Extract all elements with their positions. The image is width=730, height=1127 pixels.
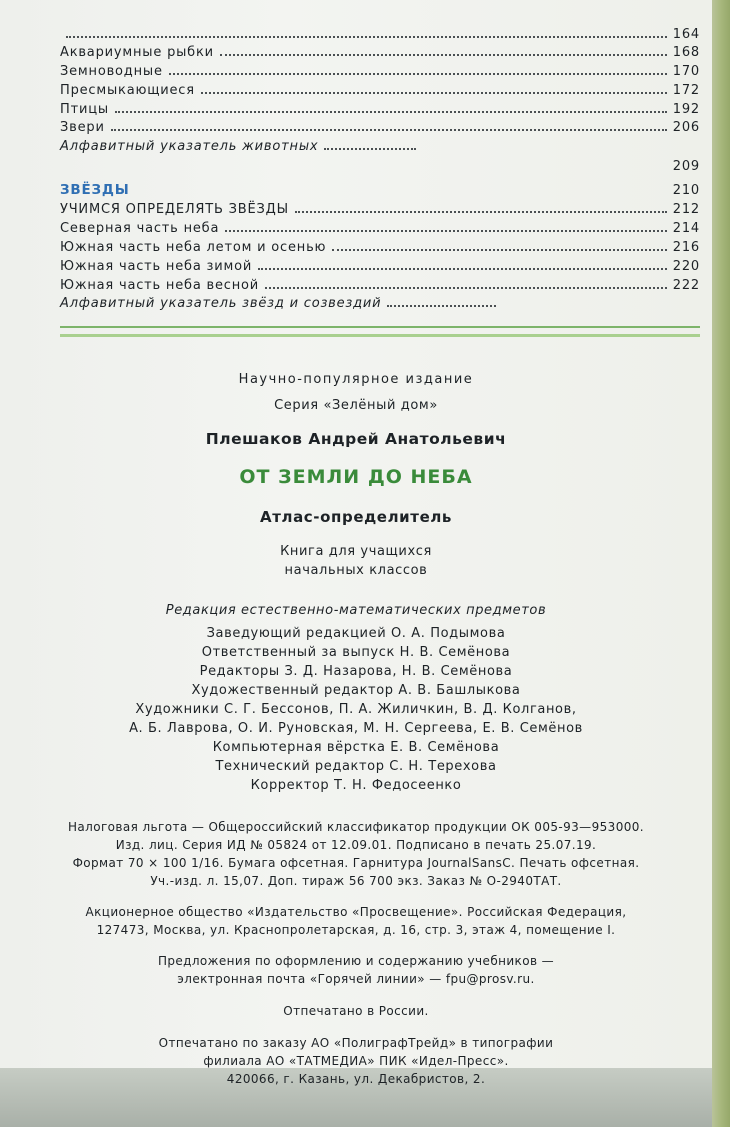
toc-page-number: 168 [672,45,700,60]
toc-row [60,235,700,255]
toc-row [60,154,700,174]
toc-page-number: 220 [672,259,700,274]
credit-line: Художественный редактор А. В. Башлыкова [191,683,521,698]
toc-row [60,291,700,311]
credit-line: Корректор Т. Н. Федосеенко [250,778,462,793]
toc-label: Южная часть неба весной [60,278,260,293]
toc-page-number: 209 [672,159,700,174]
toc-label: Южная часть неба зимой [60,259,253,274]
toc-label: УЧИМСЯ ОПРЕДЕЛЯТЬ ЗВЁЗДЫ [60,202,289,217]
printer-line: 420066, г. Казань, ул. Декабристов, 2. [226,1072,486,1086]
toc-leader-dots [295,211,667,213]
toc-label: Пресмыкающиеся [60,83,195,98]
suggestions-line: Предложения по оформлению и содержанию учебников — [157,954,555,968]
book-subtitle: Атлас-определитель [259,508,453,526]
book-spine-edge [712,0,730,1127]
toc-row [60,273,700,293]
toc-leader-dots [332,249,666,251]
toc-label: Южная часть неба летом и осенью [60,240,327,255]
credit-line: Ответственный за выпуск Н. В. Семёнова [201,645,511,660]
toc-page-number: 214 [672,221,700,236]
toc-row [60,216,700,236]
toc-row [60,97,700,117]
credit-line: А. Б. Лаврова, О. И. Руновская, М. Н. Сергеева, Е. В. Семёнов [129,721,583,736]
tech-info-line: Изд. лиц. Серия ИД № 05824 от 12.09.01. Подписано в печать 25.07.19. [115,838,597,852]
credit-line: Редакторы З. Д. Назарова, Н. В. Семёнова [199,664,513,679]
toc-leader-dots [115,111,667,113]
toc-row-section [60,178,700,198]
toc-label: Алфавитный указатель звёзд и созвездий [60,296,382,311]
edition-type: Научно-популярное издание [238,372,474,387]
toc-row [60,197,700,217]
printed-in: Отпечатано в России. [283,1004,429,1018]
toc-leader-dots [387,305,496,307]
toc-page-number: 192 [672,102,700,117]
toc-row [60,59,700,79]
printer-line: Отпечатано по заказу АО «ПолиграфТрейд» в типографии [158,1036,554,1050]
toc-page-number: 206 [672,120,700,135]
credit-line: Технический редактор С. Н. Терехова [215,759,497,774]
book-title: ОТ ЗЕМЛИ ДО НЕБА [239,466,473,488]
toc-row [60,115,700,135]
toc-page-number: 222 [672,278,700,293]
printer-line: филиала АО «ТАТМЕДИА» ПИК «Идел-Пресс». [203,1054,509,1068]
toc-leader-dots [324,148,416,150]
tech-info-line: Формат 70 × 100 1/16. Бумага офсетная. Гарнитура JournalSansC. Печать офсетная. [72,856,640,870]
toc-leader-dots [66,36,667,38]
toc-leader-dots [201,92,667,94]
audience-line-2: начальных классов [284,563,428,578]
toc-page-number: 212 [672,202,700,217]
toc-label: Алфавитный указатель животных [60,139,319,154]
audience-line-1: Книга для учащихся [280,544,432,559]
publisher-line: 127473, Москва, ул. Краснопролетарская, д. 16, стр. 3, этаж 4, помещение I. [96,923,616,937]
credit-line: Заведующий редакцией О. А. Подымова [206,626,506,641]
publisher-line: Акционерное общество «Издательство «Просвещение». Российская Федерация, [85,905,627,919]
tech-info-line: Уч.-изд. л. 15,07. Доп. тираж 56 700 экз. Заказ № О-2940ТАТ. [150,874,562,888]
toc-leader-dots [220,54,667,56]
toc-leader-dots [225,230,667,232]
toc-row [60,78,700,98]
tech-info-line: Налоговая льгота — Общероссийский классификатор продукции ОК 005-93—953000. [67,820,645,834]
editorial-office: Редакция естественно-математических предметов [165,603,547,618]
toc-label: Звери [60,120,105,135]
toc-section-title: ЗВЁЗДЫ [60,182,130,198]
toc-leader-dots [169,73,667,75]
toc-leader-dots [265,287,667,289]
suggestions-line: электронная почта «Горячей линии» — fpu@prosv.ru. [177,972,535,986]
toc-leader-dots [111,129,667,131]
credit-line: Художники С. Г. Бессонов, П. А. Жиличкин, В. Д. Колганов, [135,702,577,717]
author-name: Плешаков Андрей Анатольевич [205,430,507,448]
toc-label: Аквариумные рыбки [60,45,214,60]
toc-label: Северная часть неба [60,221,220,236]
toc-leader-dots [258,268,667,270]
series-name: Серия «Зелёный дом» [274,398,438,413]
toc-page-number: 210 [672,183,700,198]
toc-row [60,22,700,42]
section-divider-rule [60,326,700,337]
toc-row [60,254,700,274]
toc-label: Птицы [60,102,109,117]
toc-row [60,40,700,60]
toc-page-number: 216 [672,240,700,255]
toc-page-number: 170 [672,64,700,79]
toc-label: Земноводные [60,64,163,79]
toc-row [60,134,700,154]
credit-line: Компьютерная вёрстка Е. В. Семёнова [212,740,500,755]
toc-page-number: 172 [672,83,700,98]
toc-page-number: 164 [672,27,700,42]
